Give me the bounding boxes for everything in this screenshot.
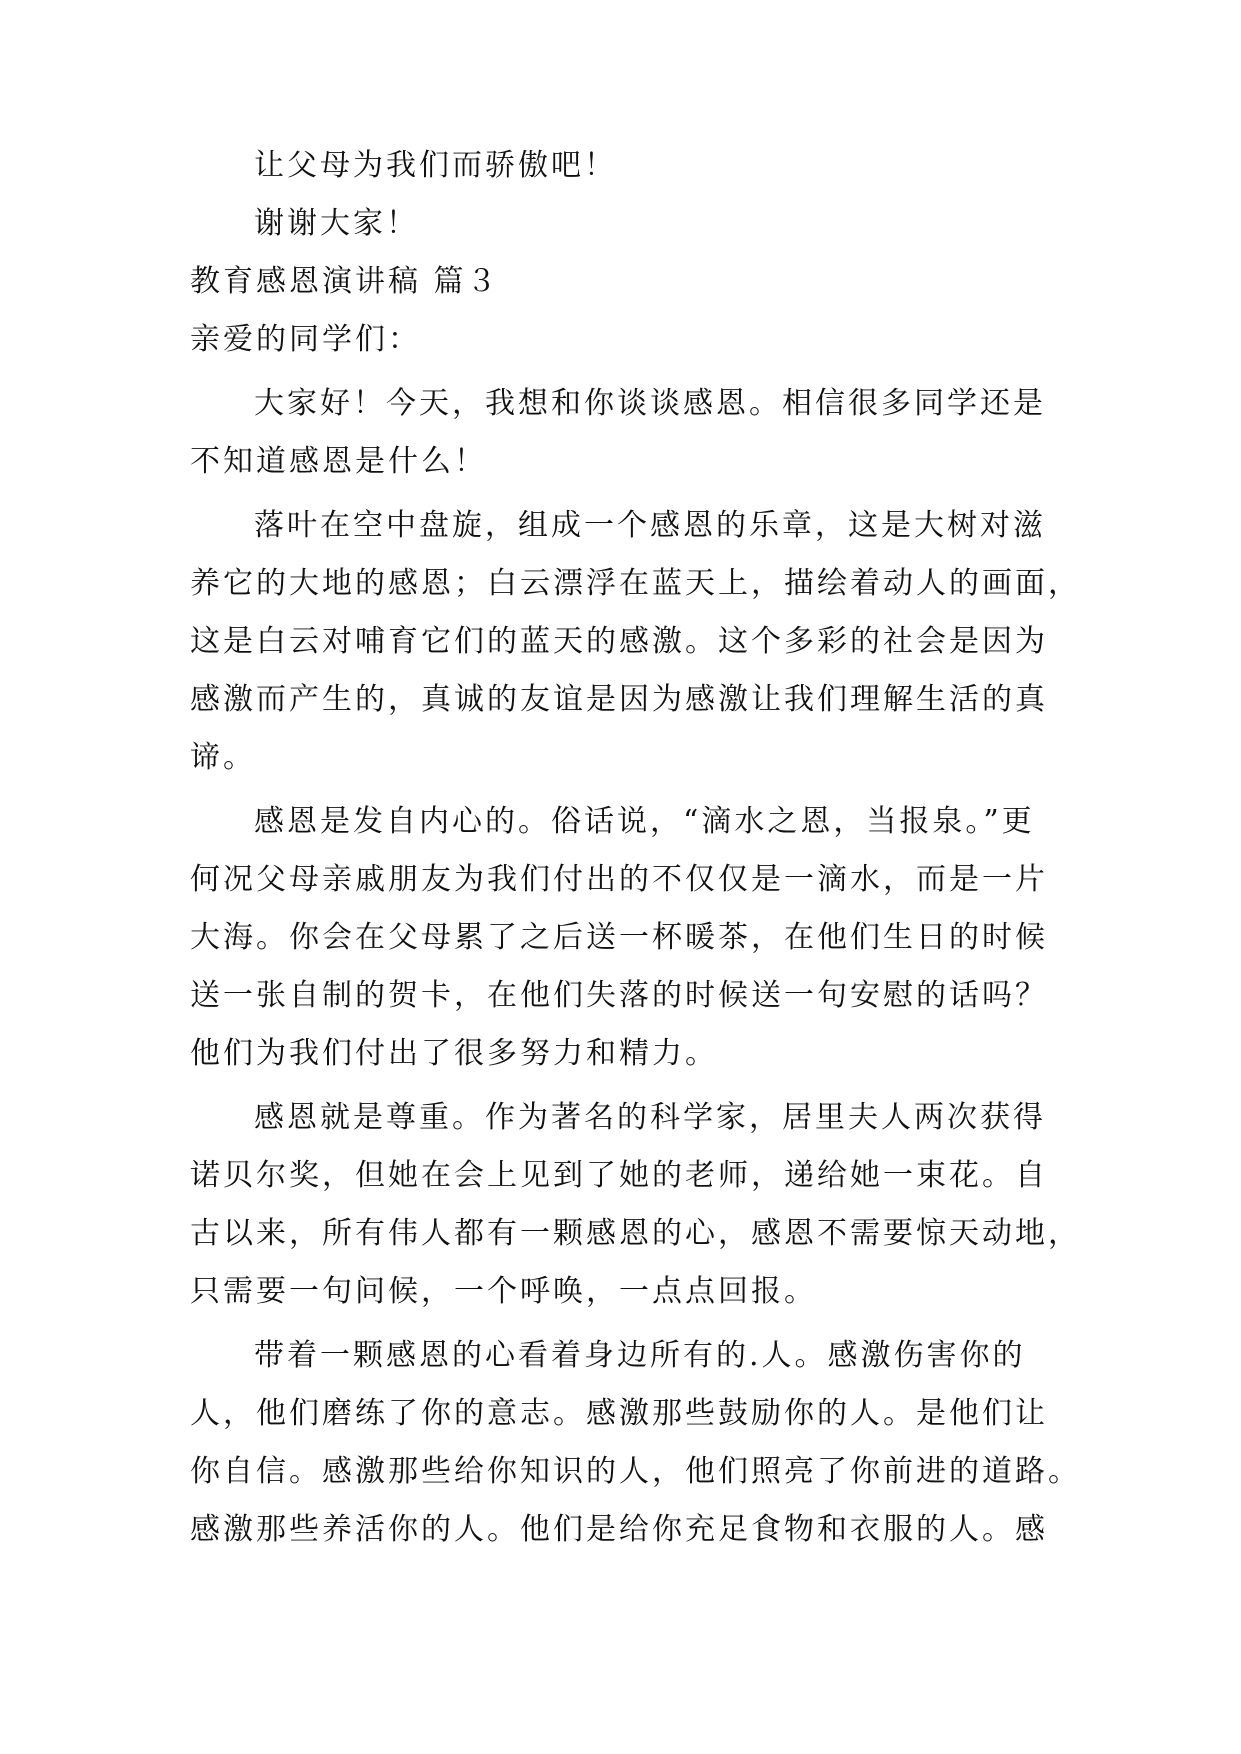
text-line: 何况父母亲戚朋友为我们付出的不仅仅是一滴水，而是一片 — [190, 862, 1048, 897]
section-title: 教育感恩演讲稿 篇３ — [190, 264, 500, 299]
text-line: 落叶在空中盘旋，组成一个感恩的乐章，这是大树对滋 — [254, 508, 1046, 543]
text-line: 只需要一句问候，一个呼唤，一点点回报。 — [190, 1274, 817, 1309]
text-line: 这是白云对哺育它们的蓝天的感激。这个多彩的社会是因为 — [190, 624, 1048, 659]
text-line: 大家好！今天，我想和你谈谈感恩。相信很多同学还是 — [254, 386, 1046, 421]
text-line: 人，他们磨练了你的意志。感激那些鼓励你的人。是他们让 — [190, 1396, 1048, 1431]
salutation: 亲爱的同学们： — [190, 322, 421, 357]
text-line: 感恩就是尊重。作为著名的科学家，居里夫人两次获得 — [254, 1100, 1046, 1135]
text-line: 不知道感恩是什么！ — [190, 444, 487, 479]
text-line: 感恩是发自内心的。俗话说，“滴水之恩，当报泉。”更 — [254, 804, 1035, 839]
text-line: 古以来，所有伟人都有一颗感恩的心，感恩不需要惊天动地， — [190, 1216, 1081, 1251]
text-line: 感激那些养活你的人。他们是给你充足食物和衣服的人。感 — [190, 1512, 1048, 1547]
text-line: 养它的大地的感恩；白云漂浮在蓝天上，描绘着动人的画面， — [190, 566, 1081, 601]
text-line: 谛。 — [190, 740, 256, 775]
text-line: 你自信。感激那些给你知识的人，他们照亮了你前进的道路。 — [190, 1454, 1081, 1489]
text-line: 感激而产生的，真诚的友谊是因为感激让我们理解生活的真 — [190, 682, 1048, 717]
document-body — [190, 137, 1081, 1559]
text-line: 谢谢大家！ — [254, 206, 419, 241]
text-line: 送一张自制的贺卡，在他们失落的时候送一句安慰的话吗？ — [190, 978, 1048, 1013]
text-line: 他们为我们付出了很多努力和精力。 — [190, 1036, 718, 1071]
text-line: 诺贝尔奖，但她在会上见到了她的老师，递给她一束花。自 — [190, 1158, 1048, 1193]
text-line: 大海。你会在父母累了之后送一杯暖茶，在他们生日的时候 — [190, 920, 1048, 955]
text-line: 让父母为我们而骄傲吧！ — [254, 148, 617, 183]
text-line: 带着一颗感恩的心看着身边所有的.人。感激伤害你的 — [254, 1338, 1026, 1373]
